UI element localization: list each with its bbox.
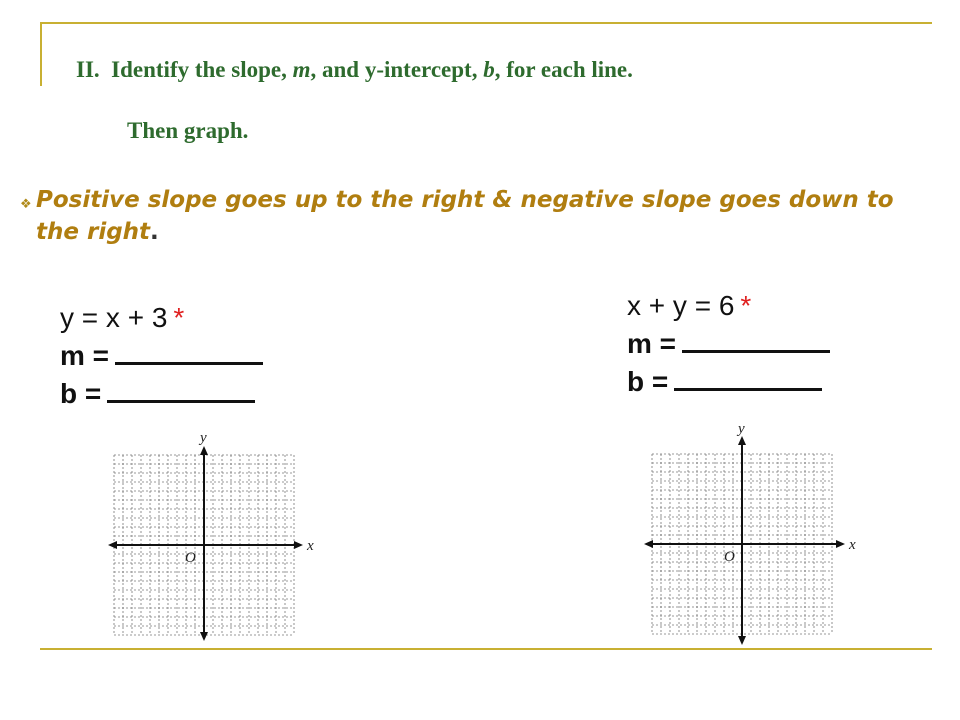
heading-part: , for each line. — [494, 57, 633, 82]
frame-left-line — [40, 22, 42, 86]
slope-label: m = — [60, 340, 110, 371]
equation-text: y = x + 3 — [60, 302, 168, 333]
problem-1-equation — [60, 299, 263, 337]
problem-1 — [60, 299, 263, 413]
problem-2-intercept-row — [627, 363, 830, 401]
heading-part: , and y-intercept, — [310, 57, 484, 82]
y-axis-up-arrow — [200, 446, 208, 455]
y-axis-up-arrow — [738, 436, 746, 445]
asterisk-mark: * — [740, 290, 752, 321]
heading-var-b: b — [483, 57, 495, 82]
asterisk-mark: * — [173, 302, 185, 333]
x-axis-label: x — [849, 537, 856, 553]
problem-2 — [627, 287, 830, 401]
intercept-label: b = — [627, 366, 669, 397]
section-numeral: II. — [76, 57, 100, 82]
instruction-heading — [76, 57, 633, 83]
slope-note-text: Positive slope goes up to the right & negative slope goes down to the right — [36, 187, 894, 245]
coordinate-grid-1[interactable] — [104, 428, 326, 646]
x-axis-right-arrow — [836, 540, 845, 548]
coordinate-grid-2[interactable] — [640, 420, 868, 650]
origin-label: O — [724, 549, 735, 565]
slope-note-period: . — [150, 219, 159, 245]
slope-note — [36, 184, 896, 248]
equation-text: x + y = 6 — [627, 290, 735, 321]
y-axis-label: y — [200, 430, 207, 446]
x-axis-label: x — [307, 538, 314, 554]
origin-label: O — [185, 550, 196, 566]
y-axis-label: y — [738, 421, 745, 437]
y-axis-down-arrow — [738, 636, 746, 645]
problem-2-slope-row — [627, 325, 830, 363]
slope-label: m = — [627, 328, 677, 359]
slope-answer-blank[interactable] — [115, 340, 263, 365]
problem-1-slope-row — [60, 337, 263, 375]
intercept-answer-blank[interactable] — [674, 366, 822, 391]
heading-part: Identify the slope, — [111, 57, 293, 82]
intercept-answer-blank[interactable] — [107, 378, 255, 403]
x-axis-left-arrow — [644, 540, 653, 548]
slope-answer-blank[interactable] — [682, 328, 830, 353]
diamond-bullet-icon: ❖ — [20, 196, 32, 211]
x-axis-left-arrow — [108, 541, 117, 549]
instruction-subheading: Then graph. — [127, 118, 249, 143]
intercept-label: b = — [60, 378, 102, 409]
problem-1-intercept-row — [60, 375, 263, 413]
problem-2-equation — [627, 287, 830, 325]
x-axis-right-arrow — [294, 541, 303, 549]
frame-top-line — [40, 22, 932, 24]
heading-var-m: m — [292, 57, 311, 82]
y-axis-down-arrow — [200, 632, 208, 641]
